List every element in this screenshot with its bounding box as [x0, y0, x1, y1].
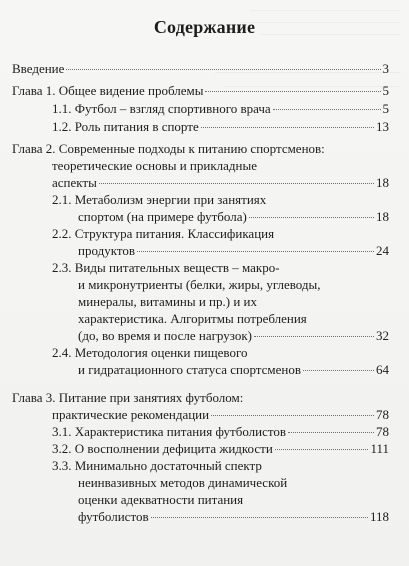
toc-section-2-2-line-1: 2.2. Структура питания. Классификация — [52, 226, 275, 241]
toc-section-label: 1.1. Футбол – взгляд спортивного врача — [52, 101, 271, 116]
toc-section-label: 1.2. Роль питания в спорте — [52, 119, 199, 134]
toc-leader-dots — [211, 415, 374, 416]
toc-leader-dots — [273, 109, 381, 110]
toc-section-label: 3.2. О восполнении дефицита жидкости — [52, 441, 273, 456]
toc-section-2-3-line-1: 2.3. Виды питательных веществ – макро- — [52, 260, 280, 275]
toc-chapter-title: практические рекомендации — [52, 407, 210, 422]
toc-section-1-2 — [52, 118, 389, 135]
toc-leader-dots — [249, 217, 374, 218]
toc-leader-dots — [275, 449, 369, 450]
toc-section-3-1 — [52, 423, 389, 440]
page-title: Содержание — [153, 17, 256, 37]
toc-section-page: 24 — [376, 243, 389, 258]
toc-section-2-2-line-2 — [78, 242, 389, 259]
toc-section-2-1-line-2 — [78, 208, 389, 225]
toc-leader-dots — [201, 127, 374, 128]
toc-section-label: (до, во время и после нагрузок) — [78, 328, 252, 343]
toc-section-page: 18 — [376, 209, 389, 224]
toc-section-page: 111 — [370, 441, 389, 456]
toc-entry-label: Введение — [12, 61, 65, 76]
toc-leader-dots — [254, 336, 374, 337]
toc-leader-dots — [288, 432, 374, 433]
toc-section-2-3-line-3: минералы, витамины и пр.) и их — [78, 294, 258, 309]
toc-section-3-2 — [52, 440, 389, 457]
toc-section-2-3-line-2: и микронутриенты (белки, жиры, углеводы, — [78, 277, 321, 292]
toc-section-label: и гидратационного статуса спортсменов — [78, 362, 301, 377]
toc-chapter-title: Глава 1. Общее видение проблемы — [12, 83, 204, 98]
toc-section-page: 64 — [376, 362, 389, 377]
toc-chapter-3-title-line-1: Глава 3. Питание при занятиях футболом: — [12, 390, 244, 405]
toc-entry-intro — [12, 60, 389, 77]
toc-section-page: 118 — [369, 509, 389, 524]
toc-section-2-3-line-4: характеристика. Алгоритмы потребления — [78, 311, 307, 326]
toc-chapter-page: 5 — [382, 83, 389, 98]
toc-section-page: 78 — [376, 424, 389, 439]
toc-section-label: футболистов — [78, 509, 149, 524]
toc-section-2-4-line-1: 2.4. Методология оценки пищевого — [52, 345, 248, 360]
toc-leader-dots — [303, 370, 374, 371]
toc-section-2-1-line-1: 2.1. Метаболизм энергии при занятиях — [52, 192, 267, 207]
toc-section-label: 3.1. Характеристика питания футболистов — [52, 424, 287, 439]
toc-section-label: продуктов — [78, 243, 135, 258]
toc-chapter-3-title-line-2 — [52, 406, 389, 423]
toc-chapter-2-title-line-2: теоретические основы и прикладные — [52, 158, 257, 173]
toc-chapter-2-title-line-3 — [52, 174, 389, 191]
toc-section-1-1 — [52, 100, 389, 117]
toc-leader-dots — [66, 69, 380, 70]
toc-entry-page: 3 — [382, 61, 389, 76]
toc-chapter-1 — [12, 82, 389, 99]
toc-section-3-3-line-2: неинвазивных методов динамической — [78, 475, 288, 490]
toc-leader-dots — [99, 183, 374, 184]
toc-section-3-3-line-1: 3.3. Минимально достаточный спектр — [52, 458, 262, 473]
toc-section-2-3-line-5 — [78, 327, 389, 344]
toc-section-label: спортом (на примере футбола) — [78, 209, 247, 224]
toc-chapter-page: 18 — [376, 175, 389, 190]
toc-section-3-3-line-4 — [78, 508, 389, 525]
toc-leader-dots — [205, 91, 380, 92]
toc-chapter-2-title-line-1: Глава 2. Современные подходы к питанию спортсменов: — [12, 141, 325, 156]
toc-section-page: 13 — [376, 119, 389, 134]
toc-chapter-title: аспекты — [52, 175, 97, 190]
toc-section-3-3-line-3: оценки адекватности питания — [78, 492, 244, 507]
toc-section-page: 5 — [382, 101, 389, 116]
toc-leader-dots — [151, 517, 368, 518]
toc-leader-dots — [137, 251, 374, 252]
toc-chapter-page: 78 — [376, 407, 389, 422]
toc-section-2-4-line-2 — [78, 361, 389, 378]
toc-section-page: 32 — [376, 328, 389, 343]
